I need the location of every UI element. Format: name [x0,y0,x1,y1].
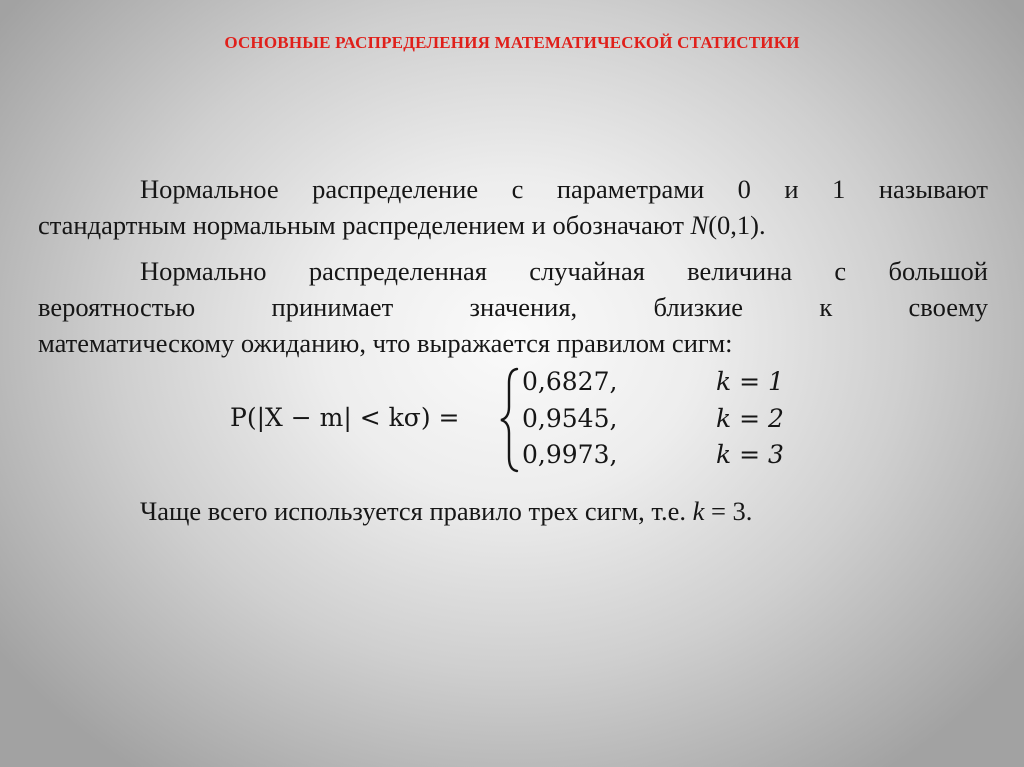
text-span: стандартным нормальным распределением и обозначают [38,210,691,240]
text-span: Нормально распределенная случайная величина с большой [140,256,988,286]
paragraph-standard-normal [38,171,988,243]
paragraph-line: математическому ожиданию, что выражается правилом сигм: [38,328,733,358]
paragraph-three-sigma [140,493,752,529]
text-span: Нормальное распределение с параметрами 0 и 1 называют [140,174,988,204]
text-span: (0,1). [708,210,766,240]
case-value: 0,9973, [522,440,618,469]
paragraph-sigma-rule [38,253,988,361]
paragraph-line [38,253,988,289]
case-value: 0,9545, [522,404,618,433]
case-value: 0,6827, [522,367,618,396]
left-brace-icon [498,365,520,475]
sigma-rule-formula [230,365,830,475]
text-span: Чаще всего используется правило трех сигм, т.е. [140,496,693,526]
case-condition: k = 2 [716,404,784,433]
formula-lhs: P(|X − m| < kσ) = [230,403,460,432]
paragraph-line [38,207,988,243]
slide-title: ОСНОВНЫЕ РАСПРЕДЕЛЕНИЯ МАТЕМАТИЧЕСКОЙ СТАТИСТИКИ [224,33,800,52]
math-symbol: N [690,210,709,240]
math-symbol: k [692,496,705,526]
paragraph-line: вероятностью принимает значения, близкие к своему [38,292,988,322]
case-condition: k = 3 [716,440,784,469]
paragraph-line [38,171,988,207]
text-span: = 3. [704,496,753,526]
case-condition: k = 1 [716,367,784,396]
